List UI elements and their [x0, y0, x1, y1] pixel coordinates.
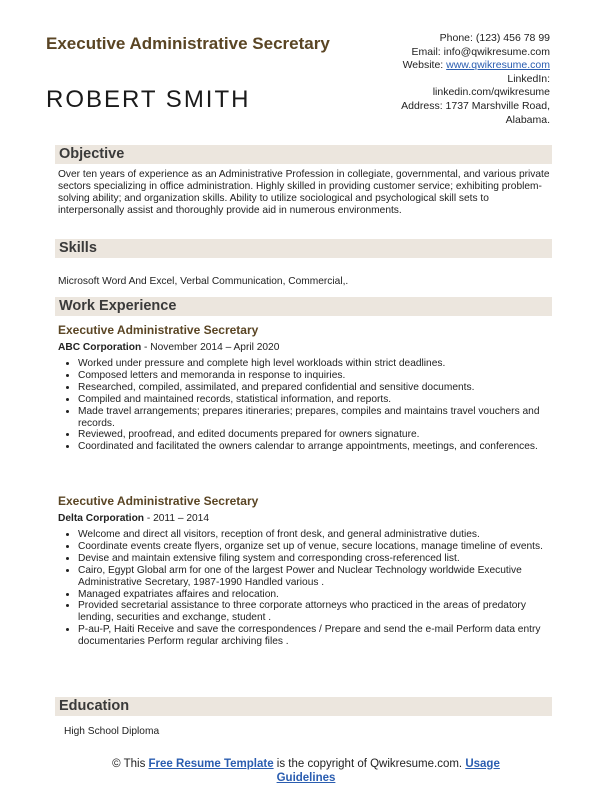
education-text: High School Diploma	[64, 726, 160, 737]
contact-block	[320, 32, 550, 127]
resume-job-title: Executive Administrative Secretary	[46, 34, 330, 53]
footer	[0, 757, 612, 785]
job-2-bullets	[58, 529, 558, 648]
footer-prefix: © This	[112, 758, 149, 770]
contact-phone: Phone: (123) 456 78 99	[439, 32, 550, 44]
skills-text: Microsoft Word And Excel, Verbal Communication, Commercial,.	[58, 276, 349, 287]
list-item: • Welcome and direct all visitors, reception of front desk, and general administrative duties.	[78, 529, 558, 541]
list-item: • Reviewed, proofread, and edited documents prepared for owners signature.	[78, 429, 558, 441]
contact-email: Email: info@qwikresume.com	[411, 45, 550, 58]
contact-linkedin-label: LinkedIn:	[507, 72, 550, 85]
objective-heading: Objective	[59, 146, 125, 162]
job-1-title: Executive Administrative Secretary	[58, 323, 259, 337]
list-item: • Devise and maintain extensive filing system and corresponding cross-referenced list.	[78, 553, 558, 565]
list-item: • P-au-P, Haiti Receive and save the correspondences / Prepare and send the e-mail Perform data entry documentaries Perform regular archiving files .	[78, 624, 558, 648]
work-section-header	[55, 297, 552, 316]
job-1-company: ABC Corporation	[58, 342, 142, 353]
list-item: • Composed letters and memoranda in response to inquiries.	[78, 370, 558, 382]
usage-guidelines-link[interactable]: Usage	[465, 758, 500, 770]
objective-text: Over ten years of experience as an Administrative Profession in collegiate, governmental, and various private sectors specializing in office administration. Highly skilled in providing customer service; exhibiting problem-solving ability; and organization skills. Ability to utilize sociological and psychological skill sets to interpersonally assist and thoroughly provide aid in numerous environments.	[58, 169, 550, 216]
education-heading: Education	[59, 698, 130, 714]
list-item: • Provided secretarial assistance to three corporate attorneys who practiced in the areas of predatory lending, securities and exchange, student .	[78, 600, 558, 624]
skills-heading: Skills	[59, 240, 97, 256]
list-item: • Worked under pressure and complete high level workloads within strict deadlines.	[78, 358, 558, 370]
list-item: • Managed expatriates affaires and relocation.	[78, 589, 558, 601]
free-resume-template-link[interactable]: Free Resume Template	[148, 758, 274, 770]
contact-address: Address: 1737 Marshville Road,	[401, 99, 550, 112]
list-item: • Cairo, Egypt Global arm for one of the largest Power and Nuclear Technology worldwide Executive Administrative Secretary, 1987-1990 Handled various .	[78, 565, 558, 589]
job-1-dates: - November 2014 – April 2020	[141, 342, 280, 353]
list-item: • Coordinate events create flyers, organize set up of venue, secure locations, manage timeline of events.	[78, 541, 558, 553]
footer-middle: is the copyright of Qwikresume.com.	[273, 758, 466, 770]
website-link[interactable]: www.qwikresume.com	[446, 59, 550, 72]
list-item: • Researched, compiled, assimilated, and prepared confidential and sensitive documents.	[78, 382, 558, 394]
list-item: • Made travel arrangements; prepares itineraries; prepares, compiles and maintains travel vouchers and records.	[78, 406, 558, 430]
contact-website	[320, 59, 550, 73]
job-2-title: Executive Administrative Secretary	[58, 494, 259, 508]
list-item: • Compiled and maintained records, statistical information, and reports.	[78, 394, 558, 406]
job-1-bullets	[58, 358, 558, 453]
contact-address-line2: Alabama.	[505, 113, 550, 126]
list-item: • Coordinated and facilitated the owners calendar to arrange appointments, meetings, and conferences.	[78, 441, 558, 453]
contact-linkedin-value: linkedin.com/qwikresume	[432, 86, 550, 99]
candidate-name: ROBERT SMITH	[46, 86, 251, 113]
objective-section-header	[55, 145, 552, 164]
job-2-company: Delta Corporation	[58, 513, 145, 524]
website-label: Website:	[402, 59, 447, 72]
work-heading: Work Experience	[59, 298, 177, 314]
education-section-header	[55, 697, 552, 716]
usage-guidelines-link-line2[interactable]: Guidelines	[276, 772, 336, 784]
job-2-dates: - 2011 – 2014	[144, 513, 209, 524]
job-1-company-line	[58, 342, 279, 353]
job-2-company-line	[58, 513, 209, 524]
skills-section-header	[55, 239, 552, 258]
